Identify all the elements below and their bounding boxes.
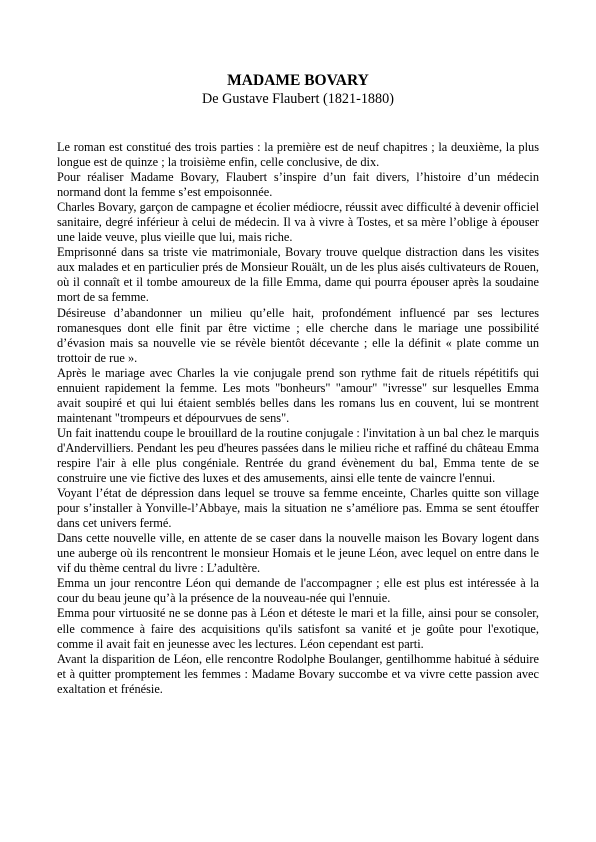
paragraph: Emma pour virtuosité ne se donne pas à Léon et déteste le mari et la fille, ainsi pour se consoler, elle commence à faire des acquisitions qu'ils satisfont sa vanité et je goûte pour l'exotique, comme il avait fait en jeunesse avec les lectures. Léon cependant est parti. [57,606,539,651]
paragraph: Après le mariage avec Charles la vie conjugale prend son rythme fait de rituels répétitifs qui ennuient rapidement la femme. Les mots "bonheurs" "amour" "ivresse" sur lesquelles Emma avait soupiré et qui lui étaient semblés belles dans les romans lus en couvent, lui se montrent maintenant "trompeurs et dépourvues de sens". [57,365,539,425]
paragraph: Emma un jour rencontre Léon qui demande de l'accompagner ; elle est plus est intéressée à la cour du beau jeune qu’à la présence de la nouveau-née qui l'ennuie. [57,576,539,606]
document-title: MADAME BOVARY [227,72,369,89]
paragraph: Désireuse d’abandonner un milieu qu’elle hait, profondément influencé par ses lectures romanesques dont elle finit par être victime ; elle cherche dans le mariage une possibilité d’évasion mais sa nouvelle vie se révèle bientôt décevante ; elle la définit « plate comme un trottoir de rue ». [57,305,539,365]
paragraph: Charles Bovary, garçon de campagne et écolier médiocre, réussit avec difficulté à devenir officiel sanitaire, degré inférieur à celui de médecin. Il va à vivre à Tostes, et sa mère l’oblige à épouser une laide veuve, plus vieille que lui, mais riche. [57,200,539,245]
paragraph: Pour réaliser Madame Bovary, Flaubert s’inspire d’un fait divers, l’histoire d’un médecin normand dont la femme s’est empoisonnée. [57,170,539,200]
paragraph: Emprisonné dans sa triste vie matrimoniale, Bovary trouve quelque distraction dans les visites aux malades et en particulier prés de Monsieur Rouält, un de les plus aisés cultivateurs de Rouen, où il connaît et il tombe amoureux de la fille Emma, dame qui pourra épouser après la soudaine mort de sa femme. [57,245,539,305]
document-body [57,140,539,697]
paragraph: Le roman est constitué des trois parties : la première est de neuf chapitres ; la deuxième, la plus longue est de quinze ; la troisième enfin, celle conclusive, de dix. [57,140,539,170]
paragraph: Avant la disparition de Léon, elle rencontre Rodolphe Boulanger, gentilhomme habitué à séduire et à quitter promptement les femmes : Madame Bovary succombe et va vivre cette passion avec exaltation et frénésie. [57,651,539,696]
paragraph: Un fait inattendu coupe le brouillard de la routine conjugale : l'invitation à un bal chez le marquis d'Andervilliers. Pendant les peu d'heures passées dans le milieu riche et raffiné du château Emma respire l'air à elle plus congéniale. Rentrée du grand évènement du bal, Emma tente de se construire une vie fictive des luxes et des amusements, ainsi elle tente de vaincre l'ennui. [57,425,539,486]
paragraph: Voyant l’état de dépression dans lequel se trouve sa femme enceinte, Charles quitte son village pour s’installer à Yonville-l’Abbaye, mais la situation ne s’améliore pas. Emma se sent étouffer dans cet univers fermé. [57,486,539,531]
document-subtitle: De Gustave Flaubert (1821-1880) [202,91,394,107]
paragraph: Dans cette nouvelle ville, en attente de se caser dans la nouvelle maison les Bovary logent dans une auberge où ils rencontrent le monsieur Homais et le jeune Léon, avec lequel on entre dans le vif du thème central du livre : L’adultère. [57,531,539,576]
